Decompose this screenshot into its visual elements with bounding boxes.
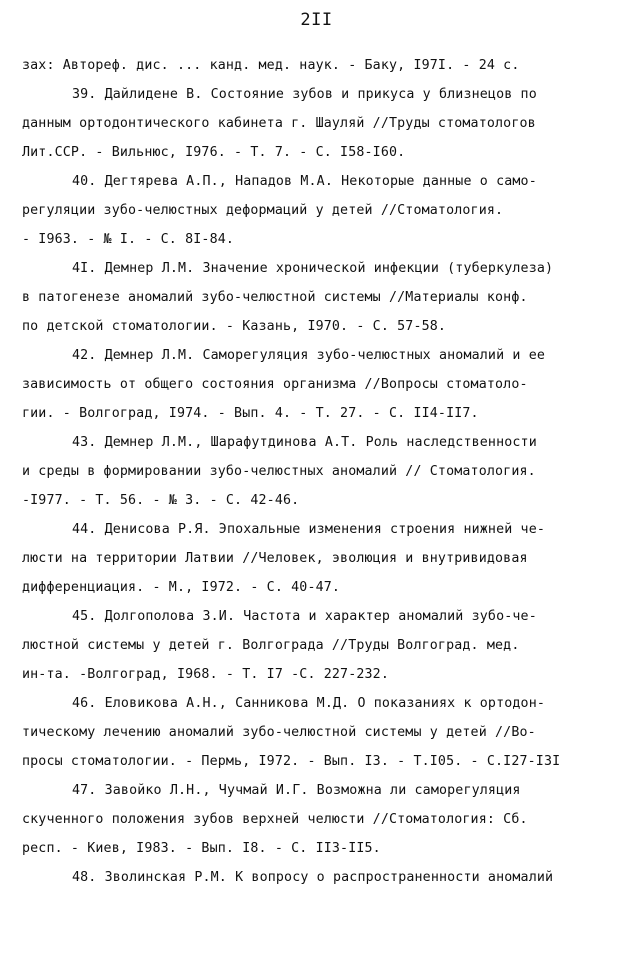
entry-line: гии. - Волгоград, I974. - Вып. 4. - Т. 27. - С. II4-II7.: [22, 406, 479, 421]
entry-line: регуляции зубо-челюстных деформаций у детей //Стоматология.: [22, 203, 504, 218]
entry-line: просы стоматологии. - Пермь, I972. - Вып. I3. - Т.I05. - С.I27-I3I: [22, 754, 561, 769]
page-number: 2II: [300, 10, 333, 30]
entry-line: ин-та. -Волгоград, I968. - Т. I7 -С. 227-232.: [22, 667, 389, 682]
entry-line: зах: Автореф. дис. ... канд. мед. наук. - Баку, I97I. - 24 с.: [22, 58, 520, 73]
entry-line: 4I. Демнер Л.М. Значение хронической инфекции (туберкулеза): [72, 261, 554, 276]
entry-line: - I963. - № I. - С. 8I-84.: [22, 232, 235, 247]
entry-line: респ. - Киев, I983. - Вып. I8. - С. II3-II5.: [22, 841, 381, 856]
entry-line: и среды в формировании зубо-челюстных аномалий // Стоматология.: [22, 464, 536, 479]
entry-line: 39. Дайлидене В. Состояние зубов и прикуса у близнецов по: [72, 87, 537, 102]
entry-line: 45. Долгополова З.И. Частота и характер аномалий зубо-че-: [72, 609, 537, 624]
entry-line: по детской стоматологии. - Казань, I970. - С. 57-58.: [22, 319, 447, 334]
entry-line: зависимость от общего состояния организма //Вопросы стоматоло-: [22, 377, 528, 392]
entry-line: люстной системы у детей г. Волгограда //Труды Волгоград. мед.: [22, 638, 520, 653]
entry-line: тическому лечению аномалий зубо-челюстной системы у детей //Во-: [22, 725, 536, 740]
entry-line: 43. Демнер Л.М., Шарафутдинова А.Т. Роль наследственности: [72, 435, 537, 450]
entry-line: скученного положения зубов верхней челюсти //Стоматология: Сб.: [22, 812, 528, 827]
entry-line: 44. Денисова Р.Я. Эпохальные изменения строения нижней че-: [72, 522, 546, 537]
entry-line: 40. Дегтярева А.П., Нападов М.А. Некоторые данные о само-: [72, 174, 537, 189]
entry-line: дифференциация. - М., I972. - С. 40-47.: [22, 580, 341, 595]
entry-line: 46. Еловикова А.Н., Санникова М.Д. О показаниях к ортодон-: [72, 696, 546, 711]
entry-line: Лит.ССР. - Вильнюс, I976. - Т. 7. - С. I58-I60.: [22, 145, 406, 160]
entry-line: 47. Завойко Л.Н., Чучмай И.Г. Возможна ли саморегуляция: [72, 783, 521, 798]
entry-line: в патогенезе аномалий зубо-челюстной системы //Материалы конф.: [22, 290, 528, 305]
entry-line: данным ортодонтического кабинета г. Шауляй //Труды стоматологов: [22, 116, 536, 131]
entry-line: люсти на территории Латвии //Человек, эволюция и внутривидовая: [22, 551, 528, 566]
entry-line: 42. Демнер Л.М. Саморегуляция зубо-челюстных аномалий и ее: [72, 348, 546, 363]
entry-line: -I977. - Т. 56. - № 3. - С. 42-46.: [22, 493, 300, 508]
entry-line: 48. Зволинская Р.М. К вопросу о распространенности аномалий: [72, 870, 554, 885]
